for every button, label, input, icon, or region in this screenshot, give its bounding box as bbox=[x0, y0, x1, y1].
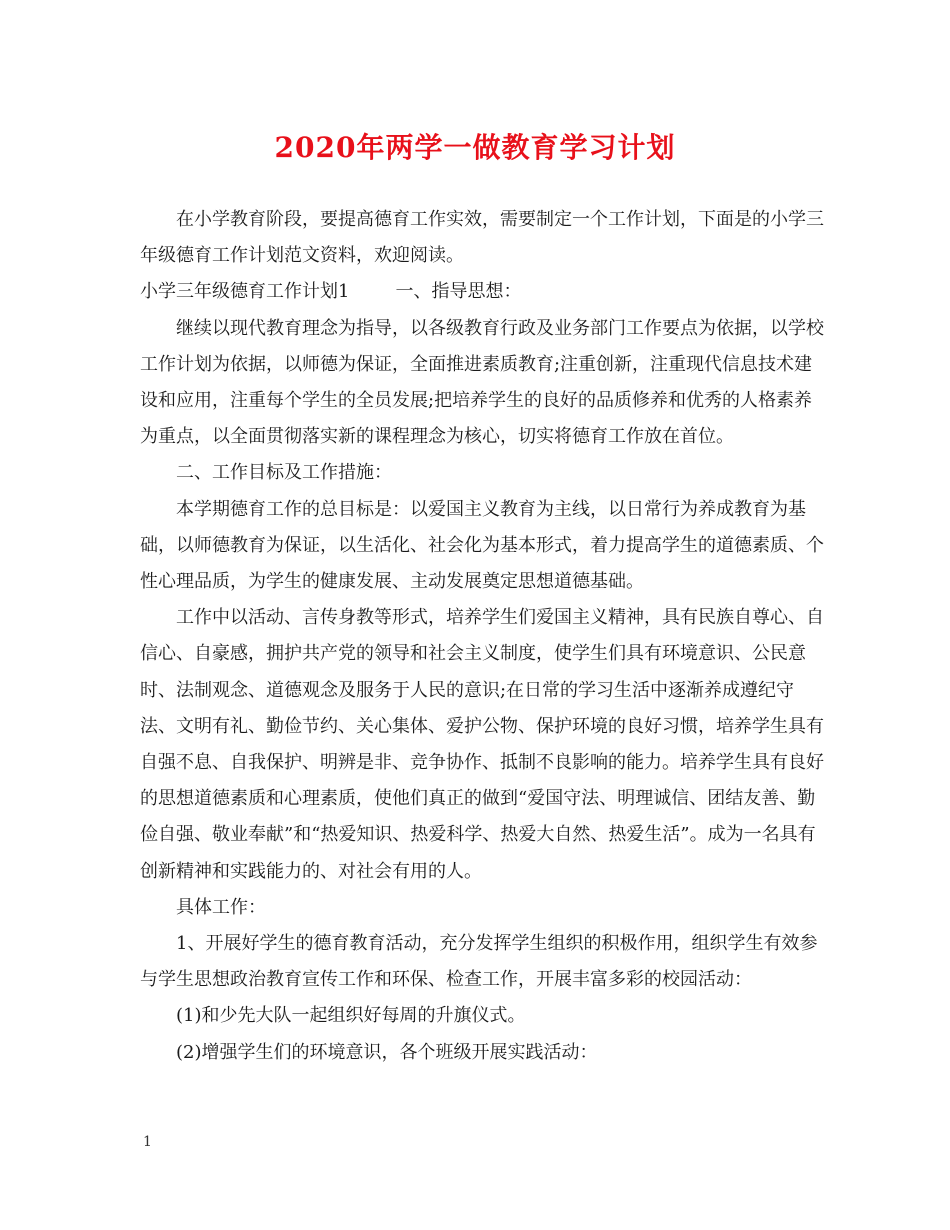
item-1-1: (1)和少先大队一起组织好每周的升旗仪式。 bbox=[176, 1005, 526, 1027]
item-1-paragraph: 1、开展好学生的德育教育活动，充分发挥学生组织的积极作用，组织学生有效参与学生思想政治教育宣传工作和环保、检查工作，开展丰富多彩的校园活动： bbox=[140, 933, 818, 991]
section1-heading: 一、指导思想： bbox=[395, 281, 522, 303]
plan-heading-line bbox=[140, 274, 830, 310]
section2-heading: 二、工作目标及工作措施： bbox=[176, 462, 392, 484]
plan-heading: 小学三年级德育工作计划1 bbox=[140, 281, 350, 303]
specific-work-heading: 具体工作： bbox=[176, 896, 266, 918]
document-body bbox=[140, 202, 830, 1071]
intro-paragraph: 在小学教育阶段，要提高德育工作实效，需要制定一个工作计划，下面是的小学三年级德育工作计划范文资料，欢迎阅读。 bbox=[140, 209, 824, 267]
section2-goal-paragraph: 本学期德育工作的总目标是：以爱国主义教育为主线，以日常行为养成教育为基础，以师德教育为保证，以生活化、社会化为基本形式，着力提高学生的道德素质、个性心理品质，为学生的健康发展、主动发展奠定思想道德基础。 bbox=[140, 498, 824, 593]
section2-methods-paragraph: 工作中以活动、言传身教等形式，培养学生们爱国主义精神，具有民族自尊心、自信心、自豪感，拥护共产党的领导和社会主义制度，使学生们具有环境意识、公民意时、法制观念、道德观念及服务于人民的意识;在日常的学习生活中逐渐养成遵纪守法、文明有礼、勤俭节约、关心集体、爱护公物、保护环境的良好习惯，培养学生具有自强不息、自我保护、明辨是非、竞争协作、抵制不良影响的能力。培养学生具有良好的思想道德素质和心理素质，使他们真正的做到“爱国守法、明理诚信、团结友善、勤俭自强、敬业奉献”和“热爱知识、热爱科学、热爱大自然、热爱生活”。成为一名具有创新精神和实践能力的、对社会有用的人。 bbox=[140, 607, 824, 882]
page-number: 1 bbox=[143, 1134, 152, 1150]
item-1-2: (2)增强学生们的环境意识，各个班级开展实践活动： bbox=[176, 1041, 598, 1063]
document-title: 2020年两学一做教育学习计划 bbox=[274, 131, 676, 164]
section1-paragraph: 继续以现代教育理念为指导，以各级教育行政及业务部门工作要点为依据，以学校工作计划为依据，以师德为保证，全面推进素质教育;注重创新，注重现代信息技术建设和应用，注重每个学生的全员发展;把培养学生的良好的品质修养和优秀的人格素养为重点，以全面贯彻落实新的课程理念为核心，切实将德育工作放在首位。 bbox=[140, 317, 824, 448]
